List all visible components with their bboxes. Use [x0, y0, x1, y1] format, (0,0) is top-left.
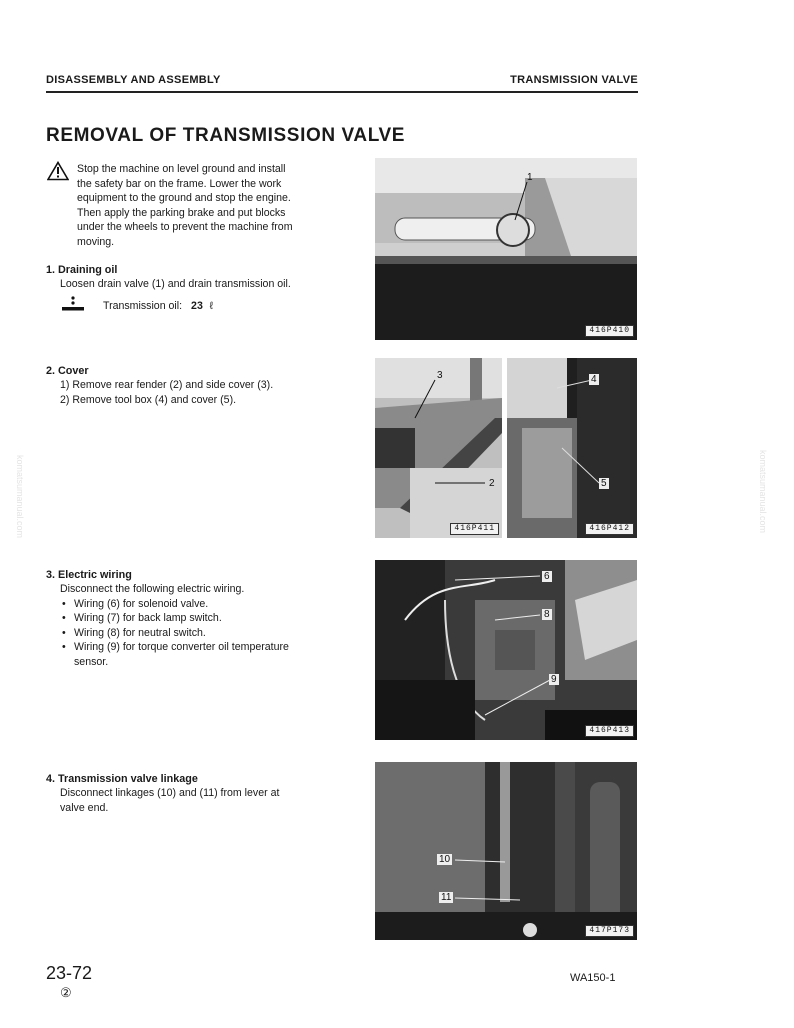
callout-9: 9 — [551, 674, 557, 685]
step-line: 1) Remove rear fender (2) and side cover (3). — [60, 379, 274, 391]
warning-line: the safety bar on the frame. Lower the work — [77, 177, 282, 190]
warning-line: Then apply the parking brake and put blocks — [77, 206, 286, 219]
callout-1: 1 — [527, 172, 533, 183]
section-intro: Disconnect the following electric wiring. — [60, 583, 245, 595]
header-section-title: DISASSEMBLY AND ASSEMBLY — [46, 74, 221, 86]
oil-capacity-spec — [103, 299, 213, 314]
spec-label: Transmission oil: — [103, 300, 183, 312]
section-heading-electric-wiring: 3. Electric wiring — [46, 569, 132, 581]
warning-line: under the wheels to prevent the machine from — [77, 221, 293, 234]
header-topic-title: TRANSMISSION VALVE — [510, 74, 638, 86]
header-rule — [46, 91, 638, 93]
photo-ref-code: 416P412 — [585, 523, 634, 535]
list-item-continuation-text: sensor. — [74, 655, 109, 668]
callout-6: 6 — [544, 571, 550, 582]
photo-ref-code: 417P173 — [585, 925, 634, 937]
watermark-right: komatsumanual.com — [758, 450, 768, 534]
photo-ref-code: 416P411 — [450, 523, 499, 535]
section-text-valve-linkage — [60, 786, 335, 815]
step-line: Disconnect linkages (10) and (11) from lever at — [60, 787, 280, 799]
callout-11: 11 — [441, 892, 452, 903]
photo-drain-valve — [375, 158, 637, 340]
spec-unit: ℓ — [209, 300, 214, 312]
list-item: • Wiring (6) for solenoid valve. — [60, 597, 335, 612]
model-code: WA150-1 — [570, 972, 616, 984]
list-item: • Wiring (8) for neutral switch. — [60, 626, 335, 641]
warning-line: Stop the machine on level ground and install — [77, 163, 286, 175]
revision-mark: ② — [60, 985, 72, 1000]
photo-ref-code: 416P410 — [585, 325, 634, 337]
section-heading-valve-linkage: 4. Transmission valve linkage — [46, 773, 198, 785]
section-text-draining-oil: Loosen drain valve (1) and drain transmission oil. — [60, 278, 291, 290]
section-text-cover — [60, 378, 273, 407]
step-line: 2) Remove tool box (4) and cover (5). — [60, 393, 237, 406]
list-item: • Wiring (7) for back lamp switch. — [60, 611, 335, 626]
photo-electric-wiring — [375, 560, 637, 740]
callout-2: 2 — [489, 478, 495, 489]
section-text-electric-wiring — [60, 582, 335, 670]
list-item-continuation — [60, 655, 335, 670]
section-heading-draining-oil: 1. Draining oil — [46, 264, 118, 276]
oil-drain-icon — [60, 295, 86, 313]
callout-3: 3 — [437, 370, 443, 381]
photo-fender-side-cover — [375, 358, 502, 538]
warning-line: equipment to the ground and stop the engine. — [77, 192, 291, 205]
photo-ref-code: 416P413 — [585, 725, 634, 737]
photo-toolbox-cover — [507, 358, 637, 538]
callout-8: 8 — [544, 609, 550, 620]
callout-10: 10 — [439, 854, 451, 865]
list-item: • Wiring (9) for torque converter oil temperature — [60, 640, 335, 655]
warning-text — [77, 162, 347, 250]
warning-triangle-icon — [47, 161, 69, 181]
warning-line: moving. — [77, 235, 115, 248]
page-title: REMOVAL OF TRANSMISSION VALVE — [46, 125, 406, 146]
callout-4: 4 — [591, 374, 597, 385]
spec-value: 23 — [191, 300, 203, 312]
step-line: valve end. — [60, 801, 109, 814]
page-number: 23-72 — [46, 963, 93, 983]
callout-5: 5 — [601, 478, 607, 489]
watermark-left: komatsumanual.com — [15, 455, 25, 539]
photo-valve-linkage — [375, 762, 637, 940]
section-heading-cover: 2. Cover — [46, 365, 89, 377]
